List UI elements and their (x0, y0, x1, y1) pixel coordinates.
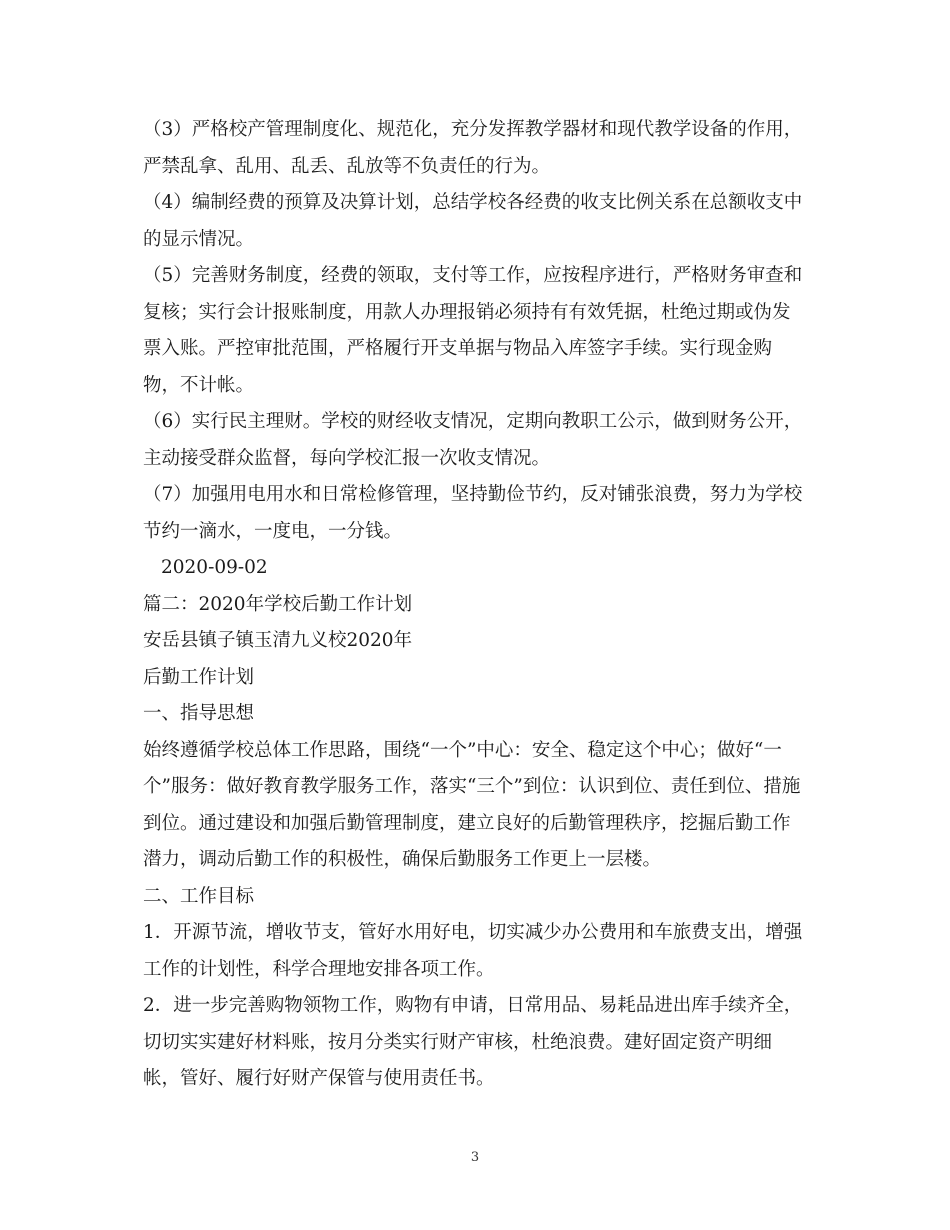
text-line-item-3-2: 严禁乱拿、乱用、乱丢、乱放等不负责任的行为。 (143, 155, 551, 177)
section-title: 篇二：2020年学校后勤工作计划 (143, 593, 413, 615)
text-line-guiding-4: 潜力，调动后勤工作的积极性，确保后勤服务工作更上一层楼。 (143, 849, 662, 870)
text-line-goal-2-3: 帐，管好、履行好财产保管与使用责任书。 (143, 1068, 495, 1089)
text-line-item-5-2: 复核；实行会计报账制度，用款人办理报销必须持有有效凭据，杜绝过期或伪发 (143, 301, 791, 323)
text-line-item-3-1: （3）严格校产管理制度化、规范化，充分发挥教学器材和现代教学设备的作用， (143, 119, 803, 140)
text-line-item-7-2: 节约一滴水，一度电，一分钱。 (143, 520, 403, 542)
text-line-guiding-1: 始终遵循学校总体工作思路，围绕“一个”中心：安全、稳定这个中心；做好“一 (143, 739, 782, 761)
page-number: 3 (470, 1150, 480, 1165)
text-line-item-6-2: 主动接受群众监督，每向学校汇报一次收支情况。 (143, 447, 551, 469)
text-line-item-6-1: （6）实行民主理财。学校的财经收支情况，定期向教职工公示，做到财务公开， (143, 411, 803, 432)
heading-guiding-ideology: 一、指导思想 (143, 703, 255, 724)
text-line-item-5-4: 物，不计帐。 (143, 374, 255, 396)
text-line-item-7-1: （7）加强用电用水和日常检修管理，坚持勤俭节约，反对铺张浪费，努力为学校 (143, 484, 803, 505)
text-line-goal-1-1: 1．开源节流，增收节支，管好水用好电，切实减少办公费用和车旅费支出，增强 (143, 922, 803, 943)
document-date: 2020-09-02 (161, 557, 268, 578)
text-line-goal-2-2: 切切实实建好材料账，按月分类实行财产审核，杜绝浪费。建好固定资产明细 (143, 1031, 773, 1053)
text-line-guiding-2: 个”服务：做好教育教学服务工作，落实“三个”到位：认识到位、责任到位、措施 (143, 776, 801, 797)
heading-work-goals: 二、工作目标 (143, 885, 255, 907)
text-line-item-4-1: （4）编制经费的预算及决算计划，总结学校各经费的收支比例关系在总额收支中 (143, 192, 803, 213)
text-line-goal-2-1: 2．进一步完善购物领物工作，购物有申请，日常用品、易耗品进出库手续齐全， (143, 995, 803, 1016)
text-line-guiding-3: 到位。通过建设和加强后勤管理制度，建立良好的后勤管理秩序，挖掘后勤工作 (143, 812, 791, 834)
text-line-item-5-3: 票入账。严控审批范围，严格履行开支单据与物品入库签字手续。实行现金购 (143, 338, 773, 359)
text-line-item-4-2: 的显示情况。 (143, 228, 255, 250)
text-line-goal-1-2: 工作的计划性，科学合理地安排各项工作。 (143, 958, 495, 980)
plan-title: 后勤工作计划 (143, 666, 255, 688)
text-line-item-5-1: （5）完善财务制度，经费的领取，支付等工作，应按程序进行，严格财务审查和 (143, 265, 803, 286)
document-body (143, 112, 811, 1098)
school-name-line: 安岳县镇子镇玉清九义校2020年 (143, 630, 413, 651)
